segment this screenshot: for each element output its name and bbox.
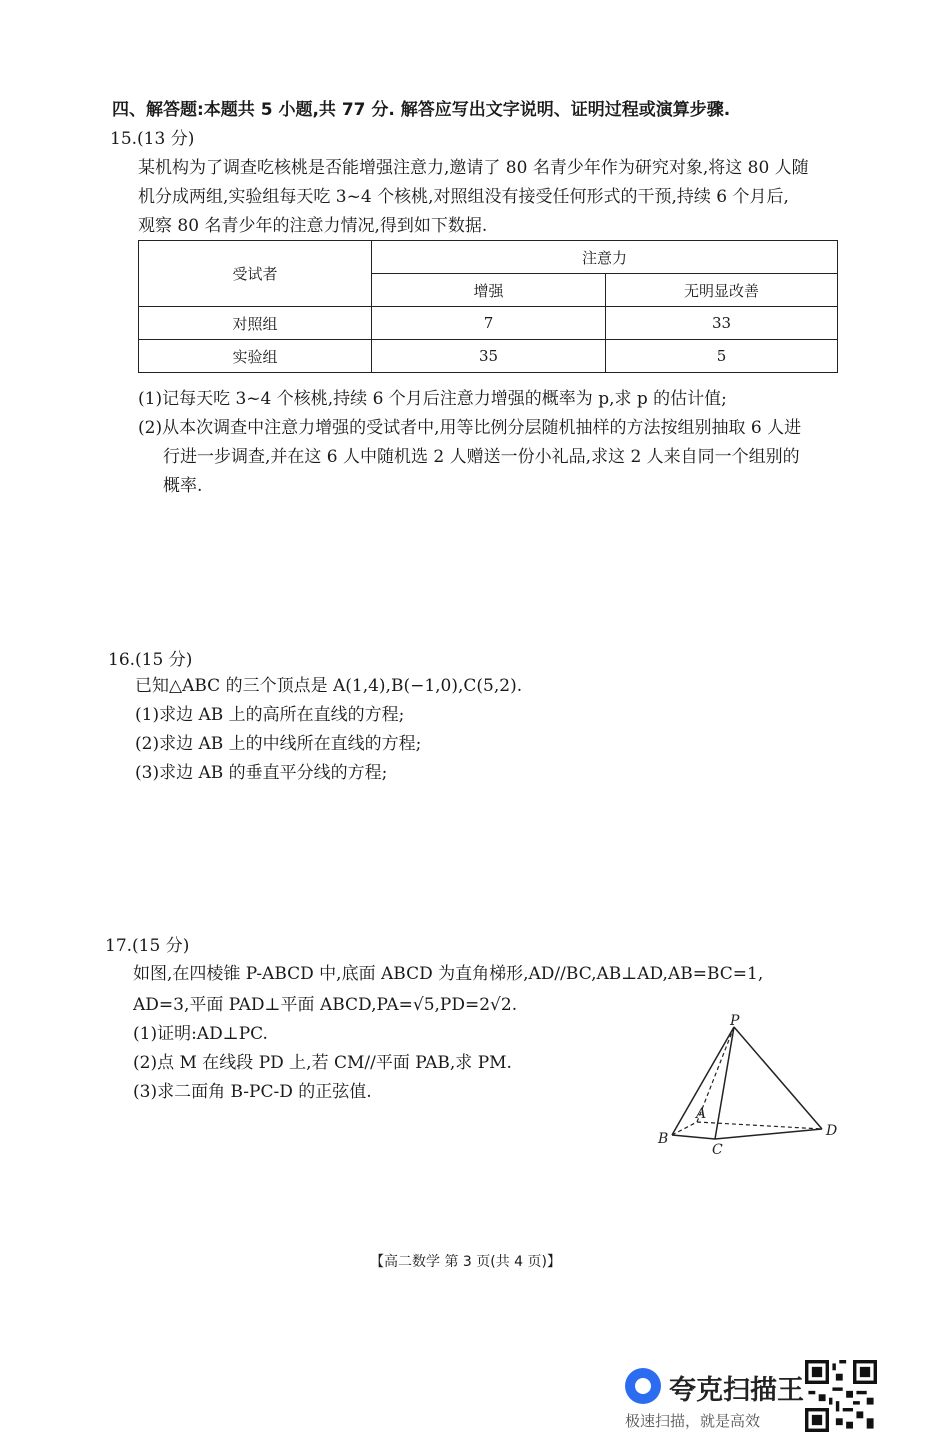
- q15-header: 15.(13 分): [110, 129, 195, 149]
- q17-part-2: (2)点 M 在线段 PD 上,若 CM//平面 PAB,求 PM.: [133, 1053, 512, 1073]
- section-title: 四、解答题:本题共 5 小题,共 77 分. 解答应写出文字说明、证明过程或演算步骤.: [112, 100, 731, 120]
- label-a: A: [696, 1106, 707, 1122]
- q17-part-1: (1)证明:AD⊥PC.: [133, 1024, 268, 1044]
- table-header-subject: 受试者: [139, 241, 372, 307]
- label-c: C: [712, 1142, 723, 1158]
- q15-line-3: 观察 80 名青少年的注意力情况,得到如下数据.: [138, 216, 488, 236]
- table-header-attention: 注意力: [372, 241, 838, 274]
- brand-slogan: 极速扫描，就是高效: [625, 1412, 761, 1430]
- q17-line-1: 如图,在四棱锥 P-ABCD 中,底面 ABCD 为直角梯形,AD//BC,AB⊥AD,AB=BC=1,: [133, 964, 764, 984]
- scanner-watermark: [625, 1360, 885, 1440]
- q15-part-2-line-3: 概率.: [163, 476, 203, 496]
- edge-pd: [734, 1027, 822, 1129]
- table-cell: 33: [606, 307, 838, 340]
- table-header-improved: 增强: [372, 274, 606, 307]
- q16-line-2: (1)求边 AB 上的高所在直线的方程;: [135, 705, 405, 725]
- label-d: D: [826, 1123, 838, 1139]
- q15-data-table: [138, 240, 838, 373]
- q15-line-1: 某机构为了调查吃核桃是否能增强注意力,邀请了 80 名青少年作为研究对象,将这 80 人随: [138, 158, 809, 178]
- label-p: P: [730, 1013, 740, 1029]
- brand-name: 夸克扫描王: [669, 1375, 804, 1406]
- q15-line-2: 机分成两组,实验组每天吃 3~4 个核桃,对照组没有接受任何形式的干预,持续 6 个月后,: [138, 187, 789, 207]
- edge-cd: [715, 1129, 822, 1139]
- q15-part-2-line-2: 行进一步调查,并在这 6 人中随机选 2 人赠送一份小礼品,求这 2 人来自同一个组别的: [163, 447, 800, 467]
- q16-line-1: 已知△ABC 的三个顶点是 A(1,4),B(−1,0),C(5,2).: [135, 676, 523, 696]
- edge-bc: [672, 1135, 715, 1139]
- table-row: [139, 307, 838, 340]
- table-cell-label: 对照组: [139, 307, 372, 340]
- page-footer: 【高二数学 第 3 页(共 4 页)】: [370, 1254, 561, 1270]
- table-cell-label: 实验组: [139, 340, 372, 373]
- table-cell: 7: [372, 307, 606, 340]
- table-row: [139, 340, 838, 373]
- edge-ad-hidden: [697, 1122, 822, 1129]
- quark-logo-icon: [625, 1368, 661, 1404]
- q17-header: 17.(15 分): [105, 936, 190, 956]
- pyramid-figure: [650, 1012, 850, 1162]
- q15-part-1: (1)记每天吃 3~4 个核桃,持续 6 个月后注意力增强的概率为 p,求 p 的估计值;: [138, 389, 727, 409]
- table-cell: 35: [372, 340, 606, 373]
- q16-line-4: (3)求边 AB 的垂直平分线的方程;: [135, 763, 388, 783]
- q17-part-3: (3)求二面角 B-PC-D 的正弦值.: [133, 1082, 372, 1102]
- qr-code-icon: [805, 1360, 877, 1432]
- table-cell: 5: [606, 340, 838, 373]
- label-b: B: [658, 1131, 669, 1147]
- q17-line-2: AD=3,平面 PAD⊥平面 ABCD,PA=√5,PD=2√2.: [133, 995, 518, 1015]
- q16-line-3: (2)求边 AB 上的中线所在直线的方程;: [135, 734, 422, 754]
- q16-header: 16.(15 分): [108, 650, 193, 670]
- q15-part-2-line-1: (2)从本次调查中注意力增强的受试者中,用等比例分层随机抽样的方法按组别抽取 6 人进: [138, 418, 802, 438]
- table-header-no-improvement: 无明显改善: [606, 274, 838, 307]
